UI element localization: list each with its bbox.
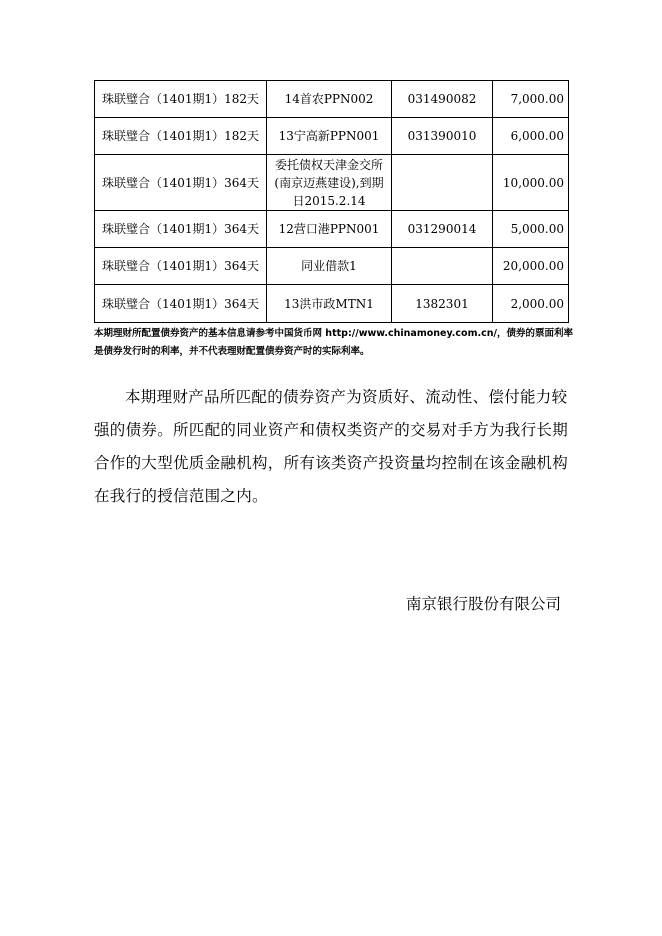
asset-cell: 同业借款1 (267, 248, 392, 285)
asset-cell: 14首农PPN002 (267, 81, 392, 118)
asset-cell: 13洪市政MTN1 (267, 285, 392, 323)
amount-cell: 10,000.00 (493, 155, 569, 211)
product-cell: 珠联璧合（1401期1）364天 (95, 155, 267, 211)
amount-cell: 2,000.00 (493, 285, 569, 323)
product-cell: 珠联璧合（1401期1）364天 (95, 211, 267, 248)
code-cell (392, 248, 493, 285)
table-row (95, 81, 569, 118)
table-row (95, 248, 569, 285)
table-row (95, 285, 569, 323)
body-paragraph: 本期理财产品所匹配的债券资产为资质好、流动性、偿付能力较强的债券。所匹配的同业资产和债权类资产的交易对手方为我行长期合作的大型优质金融机构，所有该类资产投资量均控制在该金融机构在我行的授信范围之内。 (94, 388, 569, 505)
amount-cell: 20,000.00 (493, 248, 569, 285)
code-cell: 031390010 (392, 118, 493, 155)
code-cell: 1382301 (392, 285, 493, 323)
signature: 南京银行股份有限公司 (405, 595, 561, 613)
asset-cell: 13宁高新PPN001 (267, 118, 392, 155)
table-row (95, 155, 569, 211)
asset-table (94, 80, 569, 323)
product-cell: 珠联璧合（1401期1）364天 (95, 285, 267, 323)
amount-cell: 7,000.00 (493, 81, 569, 118)
product-cell: 珠联璧合（1401期1）182天 (95, 118, 267, 155)
amount-cell: 6,000.00 (493, 118, 569, 155)
code-cell (392, 155, 493, 211)
table-row (95, 118, 569, 155)
asset-cell: 委托债权天津金交所(南京迈燕建设),到期日2015.2.14 (267, 155, 392, 211)
asset-cell: 12营口港PPN001 (267, 211, 392, 248)
table-note: 本期理财所配置债券资产的基本信息请参考中国货币网 http://www.chinamoney.com.cn/，债券的票面利率是债券发行时的利率，并不代表理财配置债券资产时的实际利率。 (94, 328, 573, 357)
table-row (95, 211, 569, 248)
product-cell: 珠联璧合（1401期1）364天 (95, 248, 267, 285)
code-cell: 031490082 (392, 81, 493, 118)
code-cell: 031290014 (392, 211, 493, 248)
product-cell: 珠联璧合（1401期1）182天 (95, 81, 267, 118)
amount-cell: 5,000.00 (493, 211, 569, 248)
